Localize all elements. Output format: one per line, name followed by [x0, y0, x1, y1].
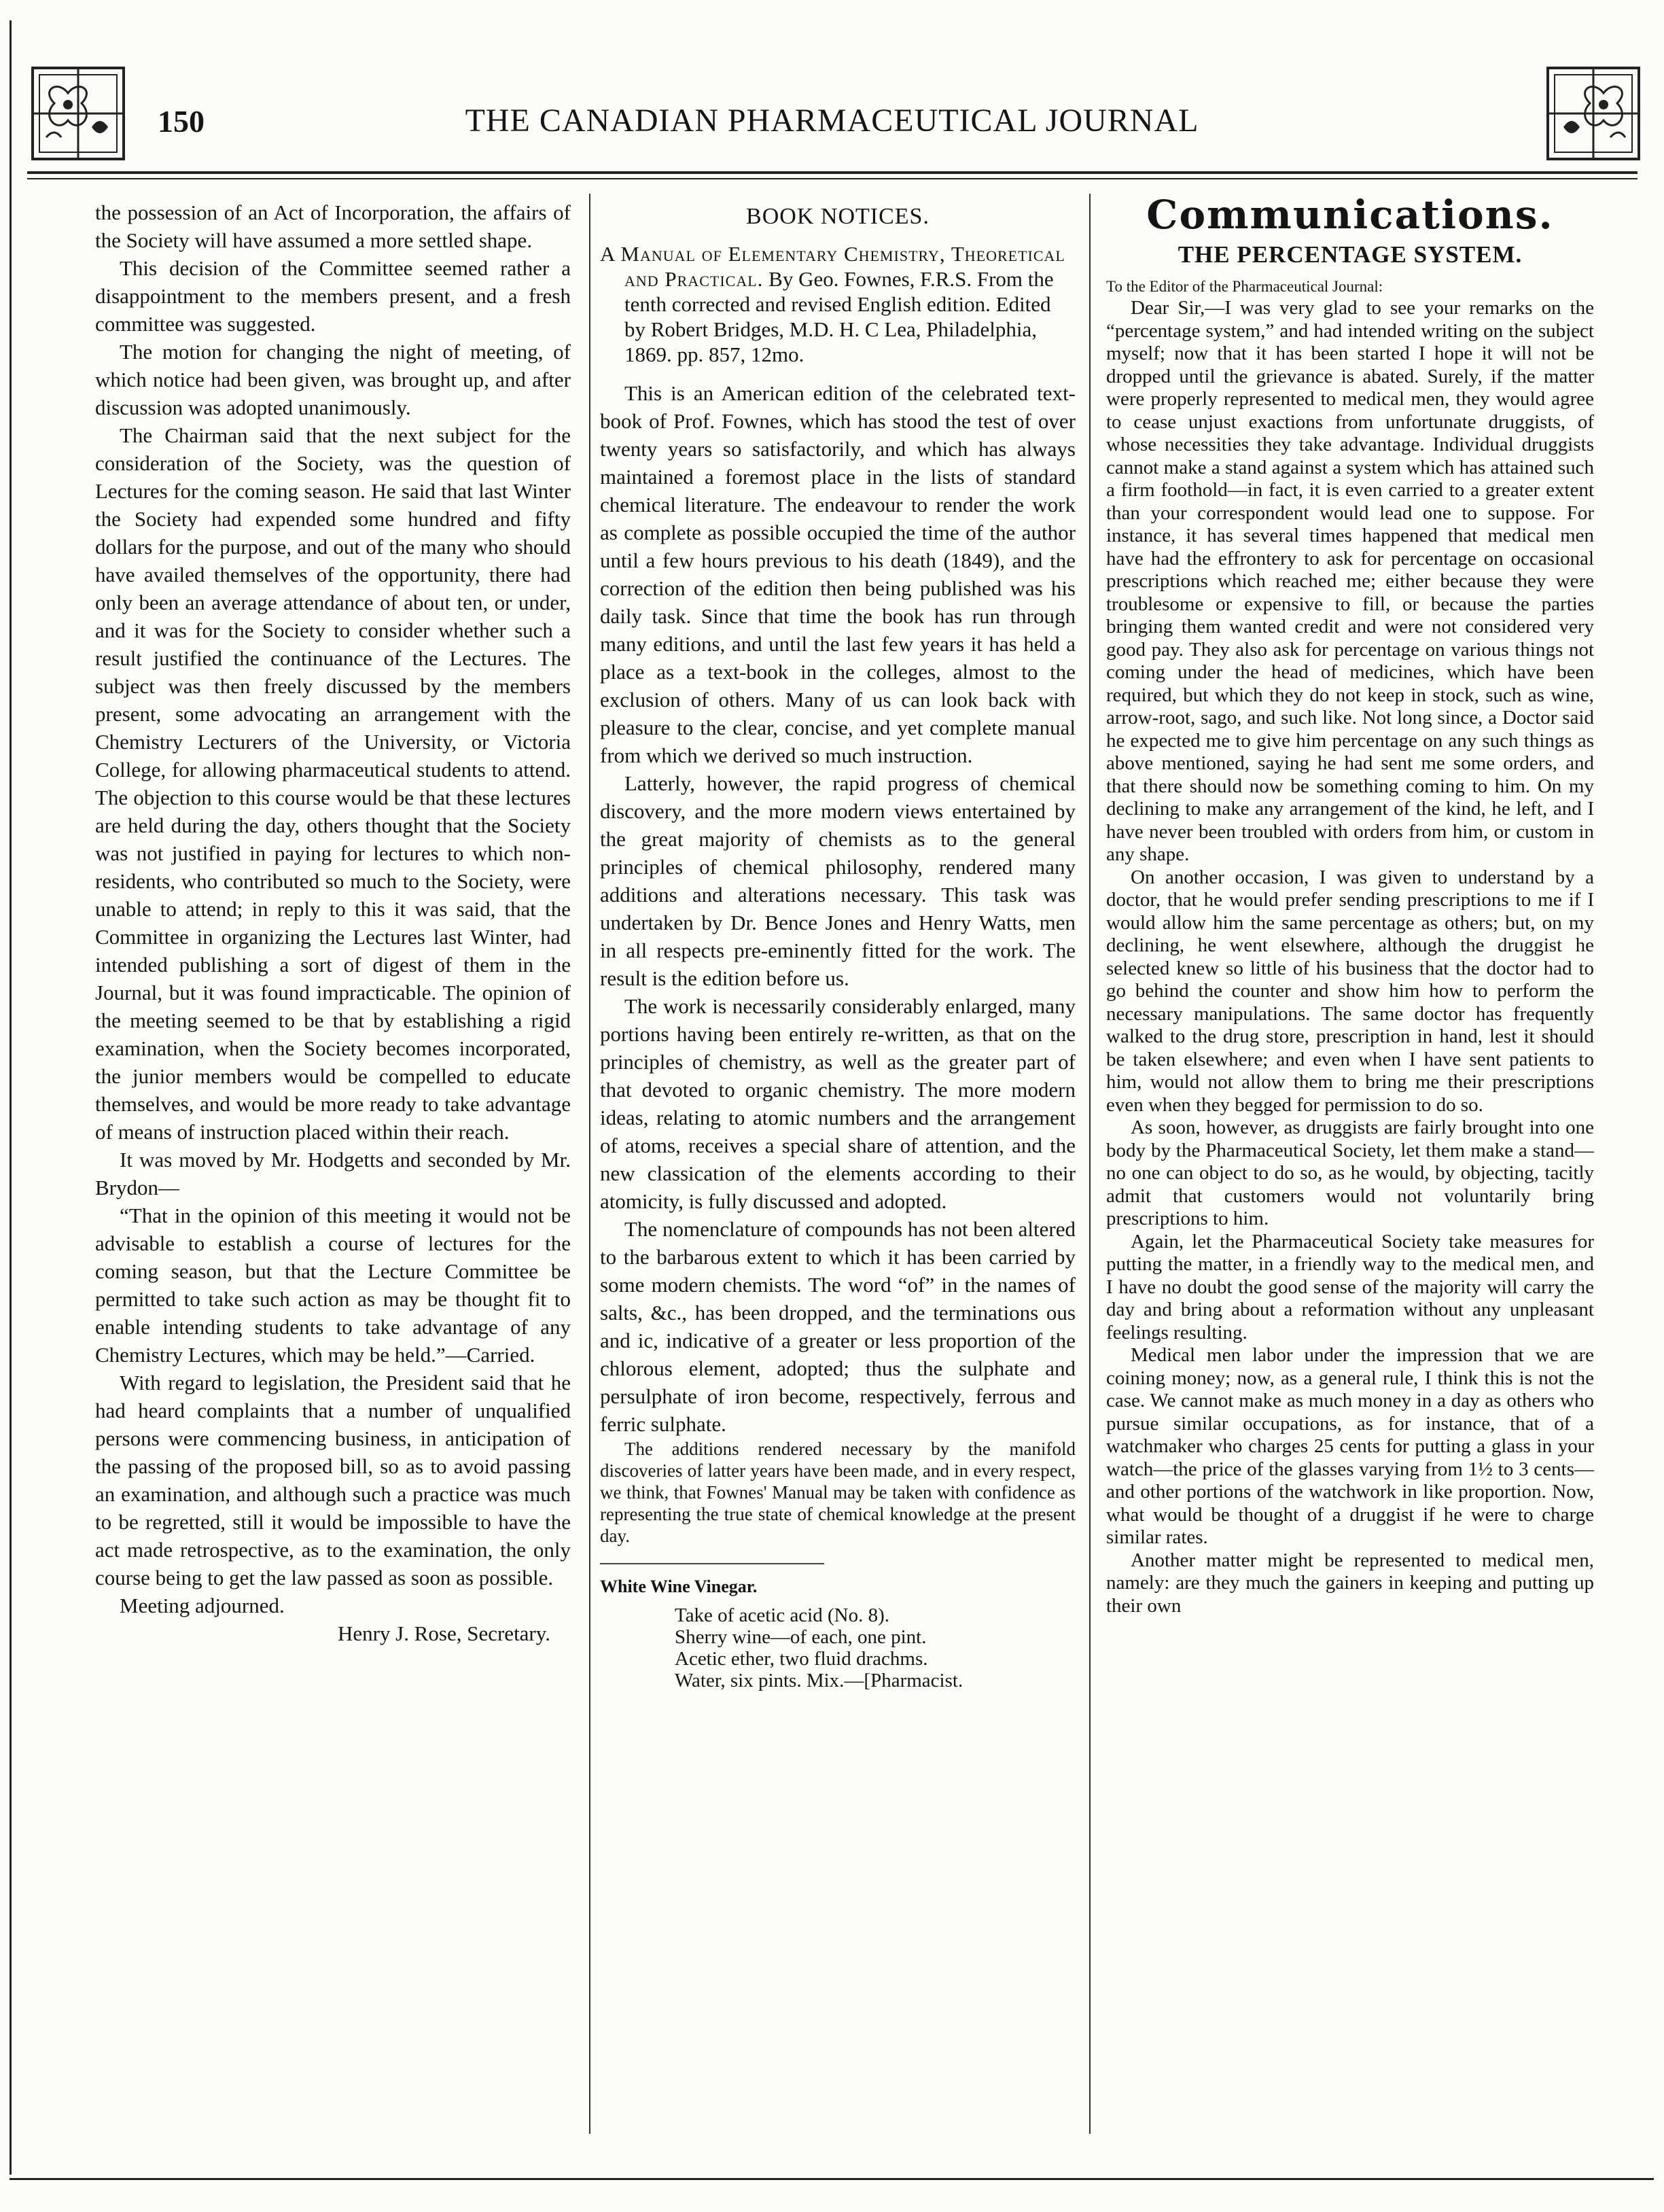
column-book-notices [600, 198, 1076, 1691]
paragraph: This decision of the Committee seemed rather a disappointment to the members present, and a fresh committee was suggested. [95, 256, 571, 336]
header-rule-thin [27, 178, 1638, 179]
header-rule [27, 171, 1638, 174]
column-divider [589, 194, 590, 2134]
paragraph: As soon, however, as druggists are fairly brought into one body by the Pharmaceutical Society, let them make a stand—no one can object to do so, as he would, by objecting, tacitly admit that customers would not voluntarily bring prescriptions to him. [1106, 1117, 1594, 1229]
article-title: THE PERCENTAGE SYSTEM. [1178, 241, 1523, 268]
paragraph: The Chairman said that the next subject for the consideration of the Society, was the question of Lectures for the coming season. He said that last Winter the Society had expended some hundred and fifty dollars for the purpose, and out of the many who should have availed themselves of the opportunity, there had only been an average attendance of about ten, or under, and it was for the Society to consider whether such a result justified the continuance of the Lectures. The subject was then freely discussed by the members present, some advocating an arrangement with the Chemistry Lecturers of the University, or Victoria College, for allowing pharmaceutical students to attend. The objection to this course would be that these lectures are held during the day, others thought that the Society was not justified in paying for lectures to which non-residents, who contributed so much to the Society, were unable to attend; in reply to this it was said, that the Committee in organizing the Lectures last Winter, had intended publishing a sort of digest of them in the Journal, but it was found impracticable. The opinion of the meeting seemed to be that by establishing a rigid examination, when the Society becomes incorporated, the junior members would be compelled to educate themselves, and would be more ready to take advantage of means of instruction placed within their reach. [95, 423, 571, 1144]
recipe-divider [600, 1563, 824, 1564]
book-review-heading [600, 241, 1076, 367]
paragraph: The motion for changing the night of meeting, of which notice had been given, was brought up, and after discussion was adopted unanimously. [95, 340, 571, 419]
book-details: By Geo. Fownes, F.R.S. From the tenth corrected and revised English edition. Edited by Robert Bridges, M.D. H. C Lea, Philadelphia, 1869. pp. 857, 12mo. [624, 267, 1054, 366]
resolution-quote: “That in the opinion of this meeting it would not be advisable to establish a course of lectures for the coming season, but that the Lecture Committee be permitted to take such action as may be thought fit to enable intending students to take advantage of any Chemistry Lectures, which may be held.”—Carried. [95, 1204, 571, 1367]
recipe-line: Water, six pints. Mix.—[Pharmacist. [675, 1670, 963, 1691]
corner-ornament-right-icon [1542, 63, 1644, 164]
section-heading-communications: Communications. [1146, 192, 1554, 238]
column-divider [1089, 194, 1091, 2134]
recipe-title: White Wine Vinegar. [600, 1577, 758, 1596]
secretary-signature: Henry J. Rose, Secretary. [337, 1621, 550, 1645]
recipe-line: Sherry wine—of each, one pint. [675, 1626, 927, 1648]
column-meeting-report [95, 198, 571, 1647]
paragraph: Latterly, however, the rapid progress of chemical discovery, and the more modern views entertained by the great majority of chemists as to the general principles of chemical philosophy, rendered many additions and alterations necessary. This task was undertaken by Dr. Bence Jones and Henry Watts, men in all respects pre-eminently fitted for the work. The result is the edition before us. [600, 771, 1076, 990]
journal-title: THE CANADIAN PHARMACEUTICAL JOURNAL [465, 103, 1199, 139]
letter-addressee: To the Editor of the Pharmaceutical Journal: [1106, 278, 1383, 295]
paragraph: The additions rendered necessary by the manifold discoveries of latter years have been made, and in every respect, we think, that Fownes' Manual may be taken with confidence as representing the true state of chemical knowledge at the present day. [600, 1439, 1076, 1546]
column-communications [1106, 192, 1594, 1617]
corner-ornament-left-icon [27, 63, 129, 164]
paragraph: Again, let the Pharmaceutical Society take measures for putting the matter, in a friendly way to the medical men, and I have no doubt the good sense of the majority will carry the day and bring about a reformation without any unpleasant feelings resulting. [1106, 1230, 1594, 1344]
paragraph: Another matter might be represented to medical men, namely: are they much the gainers in keeping and putting up their own [1106, 1549, 1594, 1617]
page-number: 150 [158, 104, 205, 139]
paragraph: The work is necessarily considerably enlarged, many portions having been entirely re-written, as that on the principles of chemistry, as well as the greater part of that devoted to organic chemistry. The more modern ideas, relating to atomic numbers and the arrangement of atoms, receives a special share of attention, and the new classication of the elements according to their atomicity, is fully discussed and adopted. [600, 994, 1076, 1213]
paragraph: Dear Sir,—I was very glad to see your remarks on the “percentage system,” and had intended writing on the subject myself; now that it has been started I hope it will not be dropped until the grievance is abated. Surely, if the matter were properly represented to medical men, they would agree to cease unjust exactions from unfortunate druggists, of whose necessities they take advantage. Individual druggists cannot make a stand against a system which has attained such a firm foothold—in fact, it is even carried to a greater extent than your correspondent would lead one to suppose. For instance, it has several times happened that medical men have had the effrontery to ask for percentage on occasional prescriptions which reached me; either because they were troublesome or expensive to fill, or because the parties bringing them wanted credit and were not considered very good pay. They also ask for percentage on various things not coming under the head of medicines, which have been required, but which they do not keep in stock, such as wine, arrow-root, sago, and such like. Not long since, a Doctor said he expected me to give him percentage on any such things as above mentioned, saying he had sent me some orders, and that there should now be something coming to him. On my declining to make any arrangement of the kind, he left, and I have never been troubled with orders from him, or custom in any shape. [1106, 297, 1594, 865]
left-border-rule [10, 20, 12, 2175]
book-title: A Manual of Elementary Chemistry, Theoretical and Practical. [600, 242, 1065, 291]
recipe-line: Acetic ether, two fluid drachms. [675, 1648, 928, 1670]
section-heading-book-notices: BOOK NOTICES. [746, 204, 930, 229]
paragraph: Meeting adjourned. [120, 1594, 285, 1617]
paragraph: the possession of an Act of Incorporation, the affairs of the Society will have assumed a more settled shape. [95, 200, 571, 252]
recipe-line: Take of acetic acid (No. 8). [675, 1604, 889, 1626]
paragraph: It was moved by Mr. Hodgetts and seconded by Mr. Brydon— [95, 1148, 571, 1199]
bottom-border-rule [10, 2178, 1654, 2180]
paragraph: The nomenclature of compounds has not been altered to the barbarous extent to which it has been carried by some modern chemists. The word “of” in the names of salts, &c., has been dropped, and the terminations ous and ic, indicative of a greater or less proportion of the chlorous element, adopted; thus the sulphate and persulphate of iron become, respectively, ferrous and ferric sulphate. [600, 1217, 1076, 1436]
paragraph: This is an American edition of the celebrated text-book of Prof. Fownes, which has stood the test of over twenty years so satisfactorily, and which has always maintained a foremost place in the lists of standard chemical literature. The endeavour to render the work as complete as possible occupied the time of the author until a few hours previous to his death (1849), and the correction of the edition then being published was his daily task. Since that time the book has run through many editions, and until the last few years it has held a place as a text-book in the colleges, almost to the exclusion of others. Many of us can look back with pleasure to the clear, concise, and yet complete manual from which we derived so much instruction. [600, 381, 1076, 767]
paragraph: Medical men labor under the impression that we are coining money; now, as a general rule, I think this is not the case. We cannot make as much money in a day as others who pursue similar occupations, as for instance, that of a watchmaker who charges 25 cents for putting a glass in your watch—the price of the glasses varying from 1½ to 3 cents—and other portions of the watchwork in like proportion. Now, what would be thought of a druggist if he were to charge similar rates. [1106, 1344, 1594, 1548]
paragraph: With regard to legislation, the President said that he had heard complaints that a number of unqualified persons were commencing business, in anticipation of the passing of the proposed bill, so as to avoid passing an examination, and although such a practice was much to be regretted, still it would be impossible to have the act made retrospective, as to the examination, the only course being to get the law passed as soon as possible. [95, 1371, 571, 1590]
paragraph: On another occasion, I was given to understand by a doctor, that he would prefer sending prescriptions to me if I would allow him the same percentage as others; but, on my declining, he went elsewhere, although the druggist he selected knew so little of his business that the doctor had to go behind the counter and show him how to perform the necessary manipulations. The same doctor has frequently walked to the drug store, prescription in hand, lest it should be taken elsewhere; and even when I have sent patients to him, would not allow them to bring me their prescriptions even when they begged for permission to do so. [1106, 866, 1594, 1116]
